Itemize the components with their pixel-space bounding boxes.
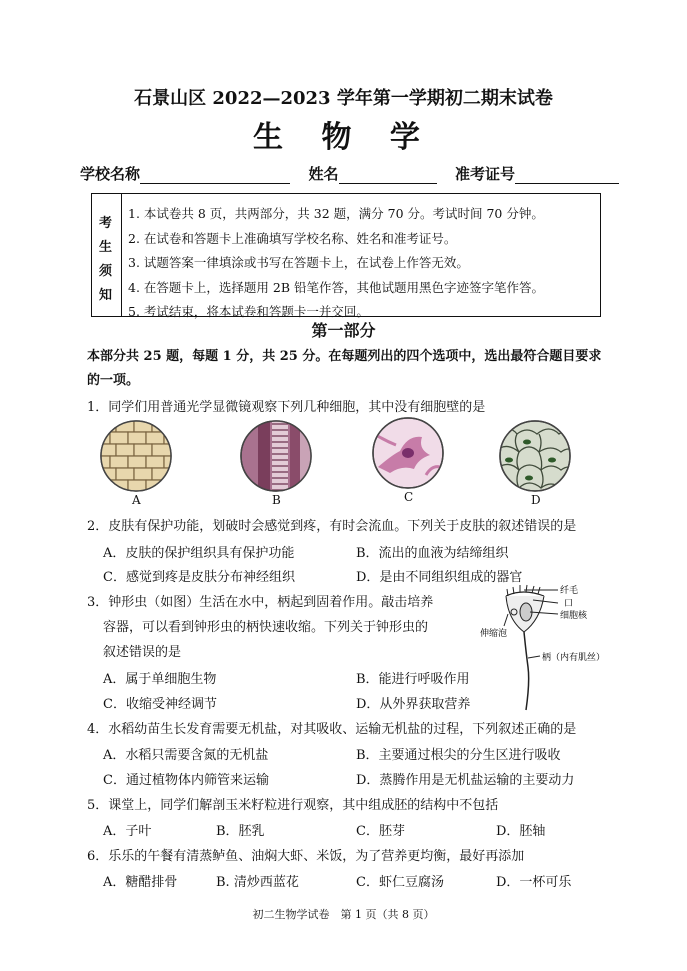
exam-title: 石景山区 2022—2023 学年第一学期初二期末试卷	[134, 88, 553, 109]
question-3-option-d: D．从外界获取营养	[356, 697, 471, 712]
part-intro: 本部分共 25 题，每题 1 分，共 25 分。在每题列出的四个选项中，选出最符合题目要求的一项。	[87, 349, 602, 388]
notice-item: 3. 试题答案一律填涂或书写在答题卡上，在试卷上作答无效。	[128, 255, 469, 270]
question-4-stem: 4．水稻幼苗生长发育需要无机盐，对其吸收、运输无机盐的过程，下列叙述正确的是	[87, 722, 577, 737]
question-5-stem: 5．课堂上，同学们解剖玉米籽粒进行观察，其中组成胚的结构中不包括	[87, 798, 499, 813]
school-label: 学校名称	[80, 165, 141, 183]
notice-box	[91, 193, 601, 317]
name-label: 姓名	[308, 165, 339, 183]
question-2-option-b: B．流出的血液为结缔组织	[356, 546, 509, 561]
cell-label-b: B	[272, 493, 281, 507]
notice-item: 4. 在答题卡上，选择题用 2B 铅笔作答，其他试题用黑色字迹签字笔作答。	[128, 279, 544, 295]
question-6-option-c: C．虾仁豆腐汤	[356, 875, 444, 890]
cell-label-d: D	[531, 493, 541, 507]
notice-char: 知	[99, 288, 113, 303]
question-5-option-c: C．胚芽	[356, 824, 405, 839]
question-4-option-b: B．主要通过根尖的分生区进行吸收	[356, 748, 561, 763]
cell-image-c	[370, 415, 448, 491]
question-5-option-a: A．子叶	[103, 824, 152, 839]
figure-label-stalk: 柄（内有肌丝）	[542, 653, 606, 663]
question-6-option-a: A．糖醋排骨	[103, 875, 178, 890]
question-4-option-a: A．水稻只需要含氮的无机盐	[103, 748, 269, 763]
part-heading: 第一部分	[311, 321, 376, 340]
figure-label-cilia: 纤毛	[560, 586, 579, 596]
question-2-option-c: C．感觉到疼是皮肤分布神经组织	[103, 570, 295, 585]
notice-label	[92, 194, 122, 316]
question-3-stem-line: 叙述错误的是	[103, 645, 182, 660]
figure-label-nucleus: 细胞核	[560, 611, 588, 621]
question-3-option-a: A．属于单细胞生物	[103, 672, 217, 687]
question-3-option-c: C．收缩受神经调节	[103, 697, 217, 712]
student-info-row	[80, 163, 619, 184]
cell-label-a: A	[132, 493, 141, 507]
notice-char: 考	[99, 216, 113, 231]
notice-item: 1. 本试卷共 8 页，共两部分，共 32 题，满分 70 分。考试时间 70 分钟。	[128, 206, 544, 221]
notice-item: 5. 考试结束，将本试卷和答题卡一并交回。	[128, 304, 369, 319]
question-2-stem: 2．皮肤有保护功能，划破时会感觉到疼，有时会流血。下列关于皮肤的叙述错误的是	[87, 519, 577, 534]
id-blank	[515, 169, 619, 184]
figure-label-vacuole: 伸缩泡	[480, 629, 508, 639]
name-blank	[339, 169, 437, 184]
school-blank	[140, 169, 290, 184]
question-6-option-b: B. 清炒西蓝花	[216, 875, 299, 890]
notice-items	[128, 202, 544, 325]
figure-label-mouth: 口	[564, 599, 574, 609]
notice-item: 2. 在试卷和答题卡上准确填写学校名称、姓名和准考证号。	[128, 230, 457, 246]
question-5-option-b: B．胚乳	[216, 824, 265, 839]
question-4-option-d: D．蒸腾作用是无机盐运输的主要动力	[356, 773, 575, 788]
cell-image-d	[497, 418, 575, 494]
cell-label-c: C	[404, 490, 414, 504]
page-footer: 初二生物学试卷 第 1 页（共 8 页）	[252, 908, 435, 921]
question-3-stem-line: 容器，可以看到钟形虫的柄快速收缩。下列关于钟形虫的	[103, 620, 429, 635]
question-3-stem-line: 3．钟形虫（如图）生活在水中，柄起到固着作用。敲击培养	[87, 595, 434, 610]
vorticella-figure	[478, 582, 610, 712]
question-6-stem: 6．乐乐的午餐有清蒸鲈鱼、油焖大虾、米饭，为了营养更均衡，最好再添加	[87, 849, 525, 864]
question-2-option-d: D．是由不同组织组成的器官	[356, 570, 523, 585]
notice-char: 生	[99, 240, 113, 255]
question-3-option-b: B．能进行呼吸作用	[356, 672, 470, 687]
notice-char: 须	[99, 264, 113, 279]
question-6-option-d: D．一杯可乐	[496, 875, 572, 890]
question-2-option-a: A．皮肤的保护组织具有保护功能	[103, 546, 295, 561]
cell-image-b	[238, 418, 316, 494]
question-4-option-c: C．通过植物体内筛管来运输	[103, 773, 269, 788]
subject-title: 生 物 学	[253, 120, 434, 155]
question-5-option-d: D．胚轴	[496, 824, 546, 839]
id-label: 准考证号	[454, 165, 515, 183]
cell-image-a	[98, 418, 176, 494]
question-1-stem: 1．同学们用普通光学显微镜观察下列几种细胞，其中没有细胞壁的是	[87, 400, 486, 415]
